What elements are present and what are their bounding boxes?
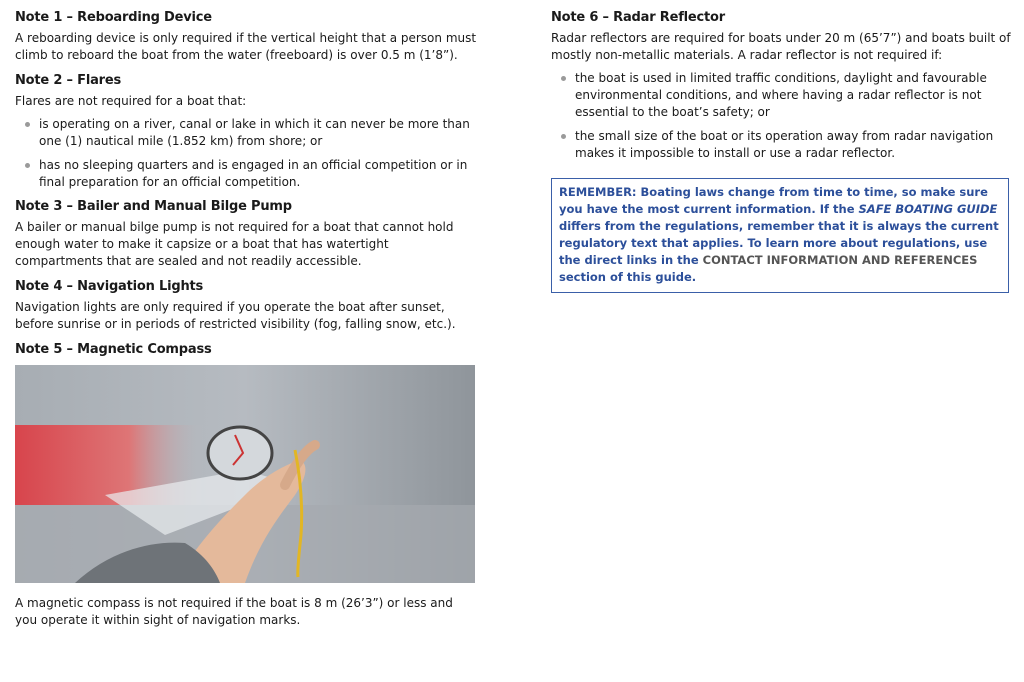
note4-body: Navigation lights are only required if you operate the boat after sunset, before sunrise or in periods of restricted visibility (fog, falling snow, etc.). (15, 300, 456, 331)
note3-title: Note 3 – Bailer and Manual Bilge Pump (15, 199, 292, 214)
note5-title: Note 5 – Magnetic Compass (15, 342, 212, 357)
bullet-icon (561, 134, 566, 139)
right-column (551, 10, 1013, 293)
note6-title: Note 6 – Radar Reflector (551, 10, 725, 25)
note5-caption: A magnetic compass is not required if the boat is 8 m (26’3”) or less and you operate it within sight of navigation marks. (15, 596, 453, 627)
remember-box (551, 178, 1009, 293)
compass-photo (15, 365, 475, 583)
note4-title: Note 4 – Navigation Lights (15, 279, 204, 294)
compass-hand-illustration (15, 365, 475, 583)
note6-intro: Radar reflectors are required for boats under 20 m (65’7”) and boats built of mostly non-metallic materials. A radar reflector is not required if: (551, 31, 1011, 62)
list-item: has no sleeping quarters and is engaged in an official competition or in final preparation for an official competition. (15, 157, 477, 191)
list-item: the small size of the boat or its operation away from radar navigation makes it impossible to install or use a radar reflector. (551, 128, 1013, 162)
list-item: the boat is used in limited traffic conditions, daylight and favourable environmental conditions, and where having a radar reflector is not essential to the boat’s safety; or (551, 70, 1013, 121)
note2-title: Note 2 – Flares (15, 73, 122, 88)
left-column (15, 10, 477, 638)
list-item: is operating on a river, canal or lake in which it can never be more than one (1) nautical mile (1.852 km) from shore; or (15, 116, 477, 150)
guide-name: SAFE BOATING GUIDE (858, 202, 998, 216)
remember-label: REMEMBER: (559, 185, 637, 199)
bullet-icon (561, 76, 566, 81)
contact-section-link[interactable]: CONTACT INFORMATION AND REFERENCES (702, 253, 978, 267)
note6-list (551, 70, 1013, 162)
note2-list (15, 116, 477, 191)
bullet-icon (25, 163, 30, 168)
note3-body: A bailer or manual bilge pump is not required for a boat that cannot hold enough water to make it capsize or a boat that has watertight compartments that are sealed and not readily accessible. (15, 220, 454, 268)
remember-text: REMEMBER: Boating laws change from time to time, so make sure you have the most current information. If the SAFE BOATING GUIDE differs from the regulations, remember that it is always the current regulatory text that applies. To learn more about regulations, use the direct links in the CONTACT INFORMATION AND REFERENCES section of this guide. (559, 185, 999, 284)
note1-title: Note 1 – Reboarding Device (15, 10, 212, 25)
note2-intro: Flares are not required for a boat that: (15, 94, 247, 108)
note1-body: A reboarding device is only required if the vertical height that a person must climb to reboard the boat from the water (freeboard) is over 0.5 m (1’8”). (15, 31, 477, 62)
bullet-icon (25, 122, 30, 127)
compass-dial (208, 427, 272, 479)
